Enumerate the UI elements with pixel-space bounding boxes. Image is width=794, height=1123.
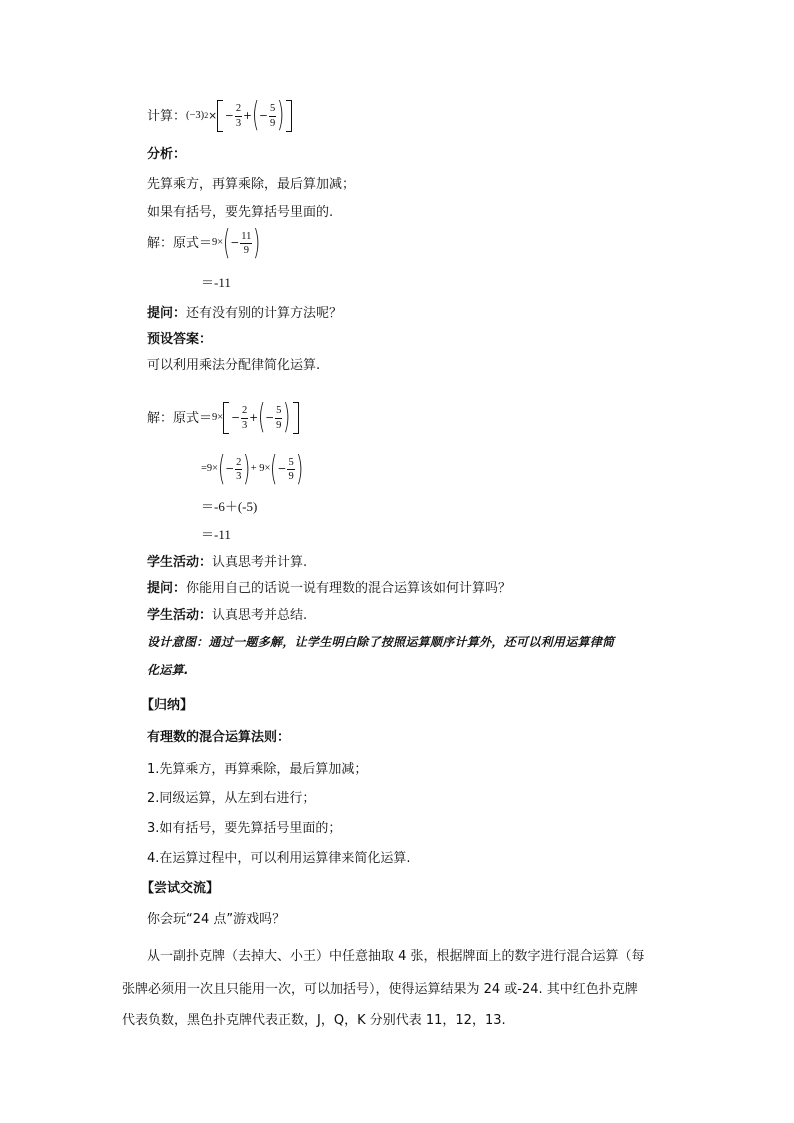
solution-2-right-bracket bbox=[293, 402, 299, 434]
solution-2-left-bracket bbox=[223, 402, 229, 434]
rules-title: 有理数的混合运算法则： bbox=[147, 730, 291, 745]
solution-2-line-2-paren-open: ( bbox=[218, 449, 226, 489]
solution-1-minus: − bbox=[230, 237, 240, 250]
student-activity-2-label: 学生活动： bbox=[147, 608, 213, 623]
game-question: 你会玩“24 点”游戏吗？ bbox=[147, 912, 286, 927]
calc-label: 计算： bbox=[147, 108, 187, 124]
analysis-line-2: 如果有括号，要先算括号里面的. bbox=[147, 205, 334, 220]
solution-1-label: 解：原式＝ bbox=[147, 236, 213, 252]
expr1-minus: − bbox=[225, 109, 234, 122]
game-paragraph-line-3: 代表负数，黑色扑克牌代表正数，J，Q，K 分别代表 11，12，13. bbox=[122, 1013, 506, 1028]
solution-2-line-2-plus: + 9× bbox=[250, 463, 271, 475]
solution-2-line-2-fraction-2: $\frac{5}{9}$ bbox=[288, 457, 294, 483]
expr1-exponent: 2 bbox=[204, 111, 209, 120]
design-intent-line-2: 化运算. bbox=[147, 663, 189, 677]
design-intent-text: 通过一题多解，让学生明白除了按照运算顺序计算外，还可以利用运算律简 bbox=[208, 635, 615, 649]
solution-2-line-2-paren-open-2: ( bbox=[270, 449, 278, 489]
rule-item: 3.如有括号，要先算括号里面的； bbox=[147, 821, 342, 836]
expr1-minus-2: − bbox=[259, 109, 268, 122]
question-1-label: 提问： bbox=[147, 306, 187, 321]
solution-2-line-4: ＝-11 bbox=[201, 527, 231, 542]
calc-problem bbox=[147, 95, 292, 136]
solution-1-nine: 9× bbox=[212, 237, 224, 249]
design-intent-label: 设计意图： bbox=[147, 635, 209, 649]
question-2 bbox=[147, 582, 511, 595]
solution-2-line-2-fraction-1: $\frac{2}{3}$ bbox=[236, 457, 242, 483]
solution-2-line-2-paren-close: ) bbox=[243, 449, 251, 489]
summary-heading: 【归纳】 bbox=[141, 698, 194, 713]
solution-2-line-2-minus-2: − bbox=[277, 463, 287, 476]
rule-item: 1.先算乘方，再算乘除，最后算加减； bbox=[147, 762, 368, 777]
solution-2-minus: − bbox=[231, 411, 240, 424]
solution-2-right-paren: ) bbox=[283, 397, 291, 438]
solution-1-right-paren: ) bbox=[253, 223, 261, 263]
question-1-text: 还有没有别的计算方法呢？ bbox=[186, 306, 343, 321]
game-paragraph-line-1: 从一副扑克牌（去掉大、小王）中任意抽取 4 张，根据牌面上的数字进行混合运算（每 bbox=[147, 949, 645, 964]
analysis-line-1: 先算乘方，再算乘除，最后算加减； bbox=[147, 177, 356, 192]
solution-2-minus-2: − bbox=[265, 411, 275, 424]
expr1-right-paren: ) bbox=[277, 95, 285, 136]
solution-2-line-2-paren-close-2: ) bbox=[295, 449, 304, 489]
rule-item: 2.同级运算，从左到右进行； bbox=[147, 791, 316, 806]
expr1-left-paren: ( bbox=[251, 95, 260, 136]
expr1-fraction-1: $\frac{2}{3}$ bbox=[235, 103, 242, 129]
expr1-left-bracket bbox=[217, 100, 223, 132]
solution-2-plus: + bbox=[249, 411, 259, 424]
student-activity-2-text: 认真思考并总结. bbox=[212, 608, 308, 623]
solution-2-line-2 bbox=[201, 449, 304, 489]
solution-1-result: ＝-11 bbox=[201, 275, 231, 290]
solution-2-line-2-eq: =9× bbox=[201, 463, 219, 475]
expr1-fraction-2: $\frac{5}{9}$ bbox=[269, 103, 276, 129]
solution-1-left-paren: ( bbox=[223, 223, 231, 263]
expr1-right-bracket bbox=[286, 100, 292, 132]
expr1-base: (−3) bbox=[186, 109, 205, 121]
design-intent-line-1 bbox=[147, 636, 614, 648]
solution-1-line-1 bbox=[147, 223, 261, 263]
question-2-label: 提问： bbox=[147, 581, 187, 596]
analysis-label: 分析： bbox=[147, 147, 187, 162]
solution-2-nine: 9× bbox=[212, 411, 224, 423]
solution-1-fraction: $\frac{11}{9}$ bbox=[241, 231, 252, 257]
preset-answer-text: 可以利用乘法分配律简化运算. bbox=[147, 358, 321, 373]
solution-2-left-paren: ( bbox=[258, 397, 266, 438]
solution-2-fraction-2: $\frac{5}{9}$ bbox=[276, 405, 282, 431]
rule-item: 4.在运算过程中，可以利用运算律来简化运算. bbox=[147, 851, 411, 866]
question-2-text: 你能用自己的话说一说有理数的混合运算该如何计算吗？ bbox=[186, 581, 512, 596]
solution-2-line-3: ＝-6＋(-5) bbox=[201, 499, 258, 514]
question-1 bbox=[147, 307, 342, 320]
student-activity-1-label: 学生活动： bbox=[147, 555, 213, 570]
solution-2-label: 解：原式＝ bbox=[147, 410, 213, 426]
expr1-plus: + bbox=[243, 109, 252, 122]
solution-2-line-2-minus: − bbox=[225, 463, 235, 476]
game-paragraph-line-2: 张牌必须用一次且只能用一次，可以加括号），使得运算结果为 24 或-24. 其中红色扑克牌 bbox=[122, 982, 638, 997]
solution-2-fraction-1: $\frac{2}{3}$ bbox=[242, 405, 248, 431]
student-activity-1-text: 认真思考并计算. bbox=[212, 555, 308, 570]
student-activity-2 bbox=[147, 609, 307, 622]
expr1-times: × bbox=[208, 109, 217, 122]
student-activity-1 bbox=[147, 556, 307, 569]
try-exchange-heading: 【尝试交流】 bbox=[141, 881, 220, 896]
solution-2-line-1 bbox=[147, 397, 299, 438]
preset-answer-label: 预设答案： bbox=[147, 332, 213, 347]
